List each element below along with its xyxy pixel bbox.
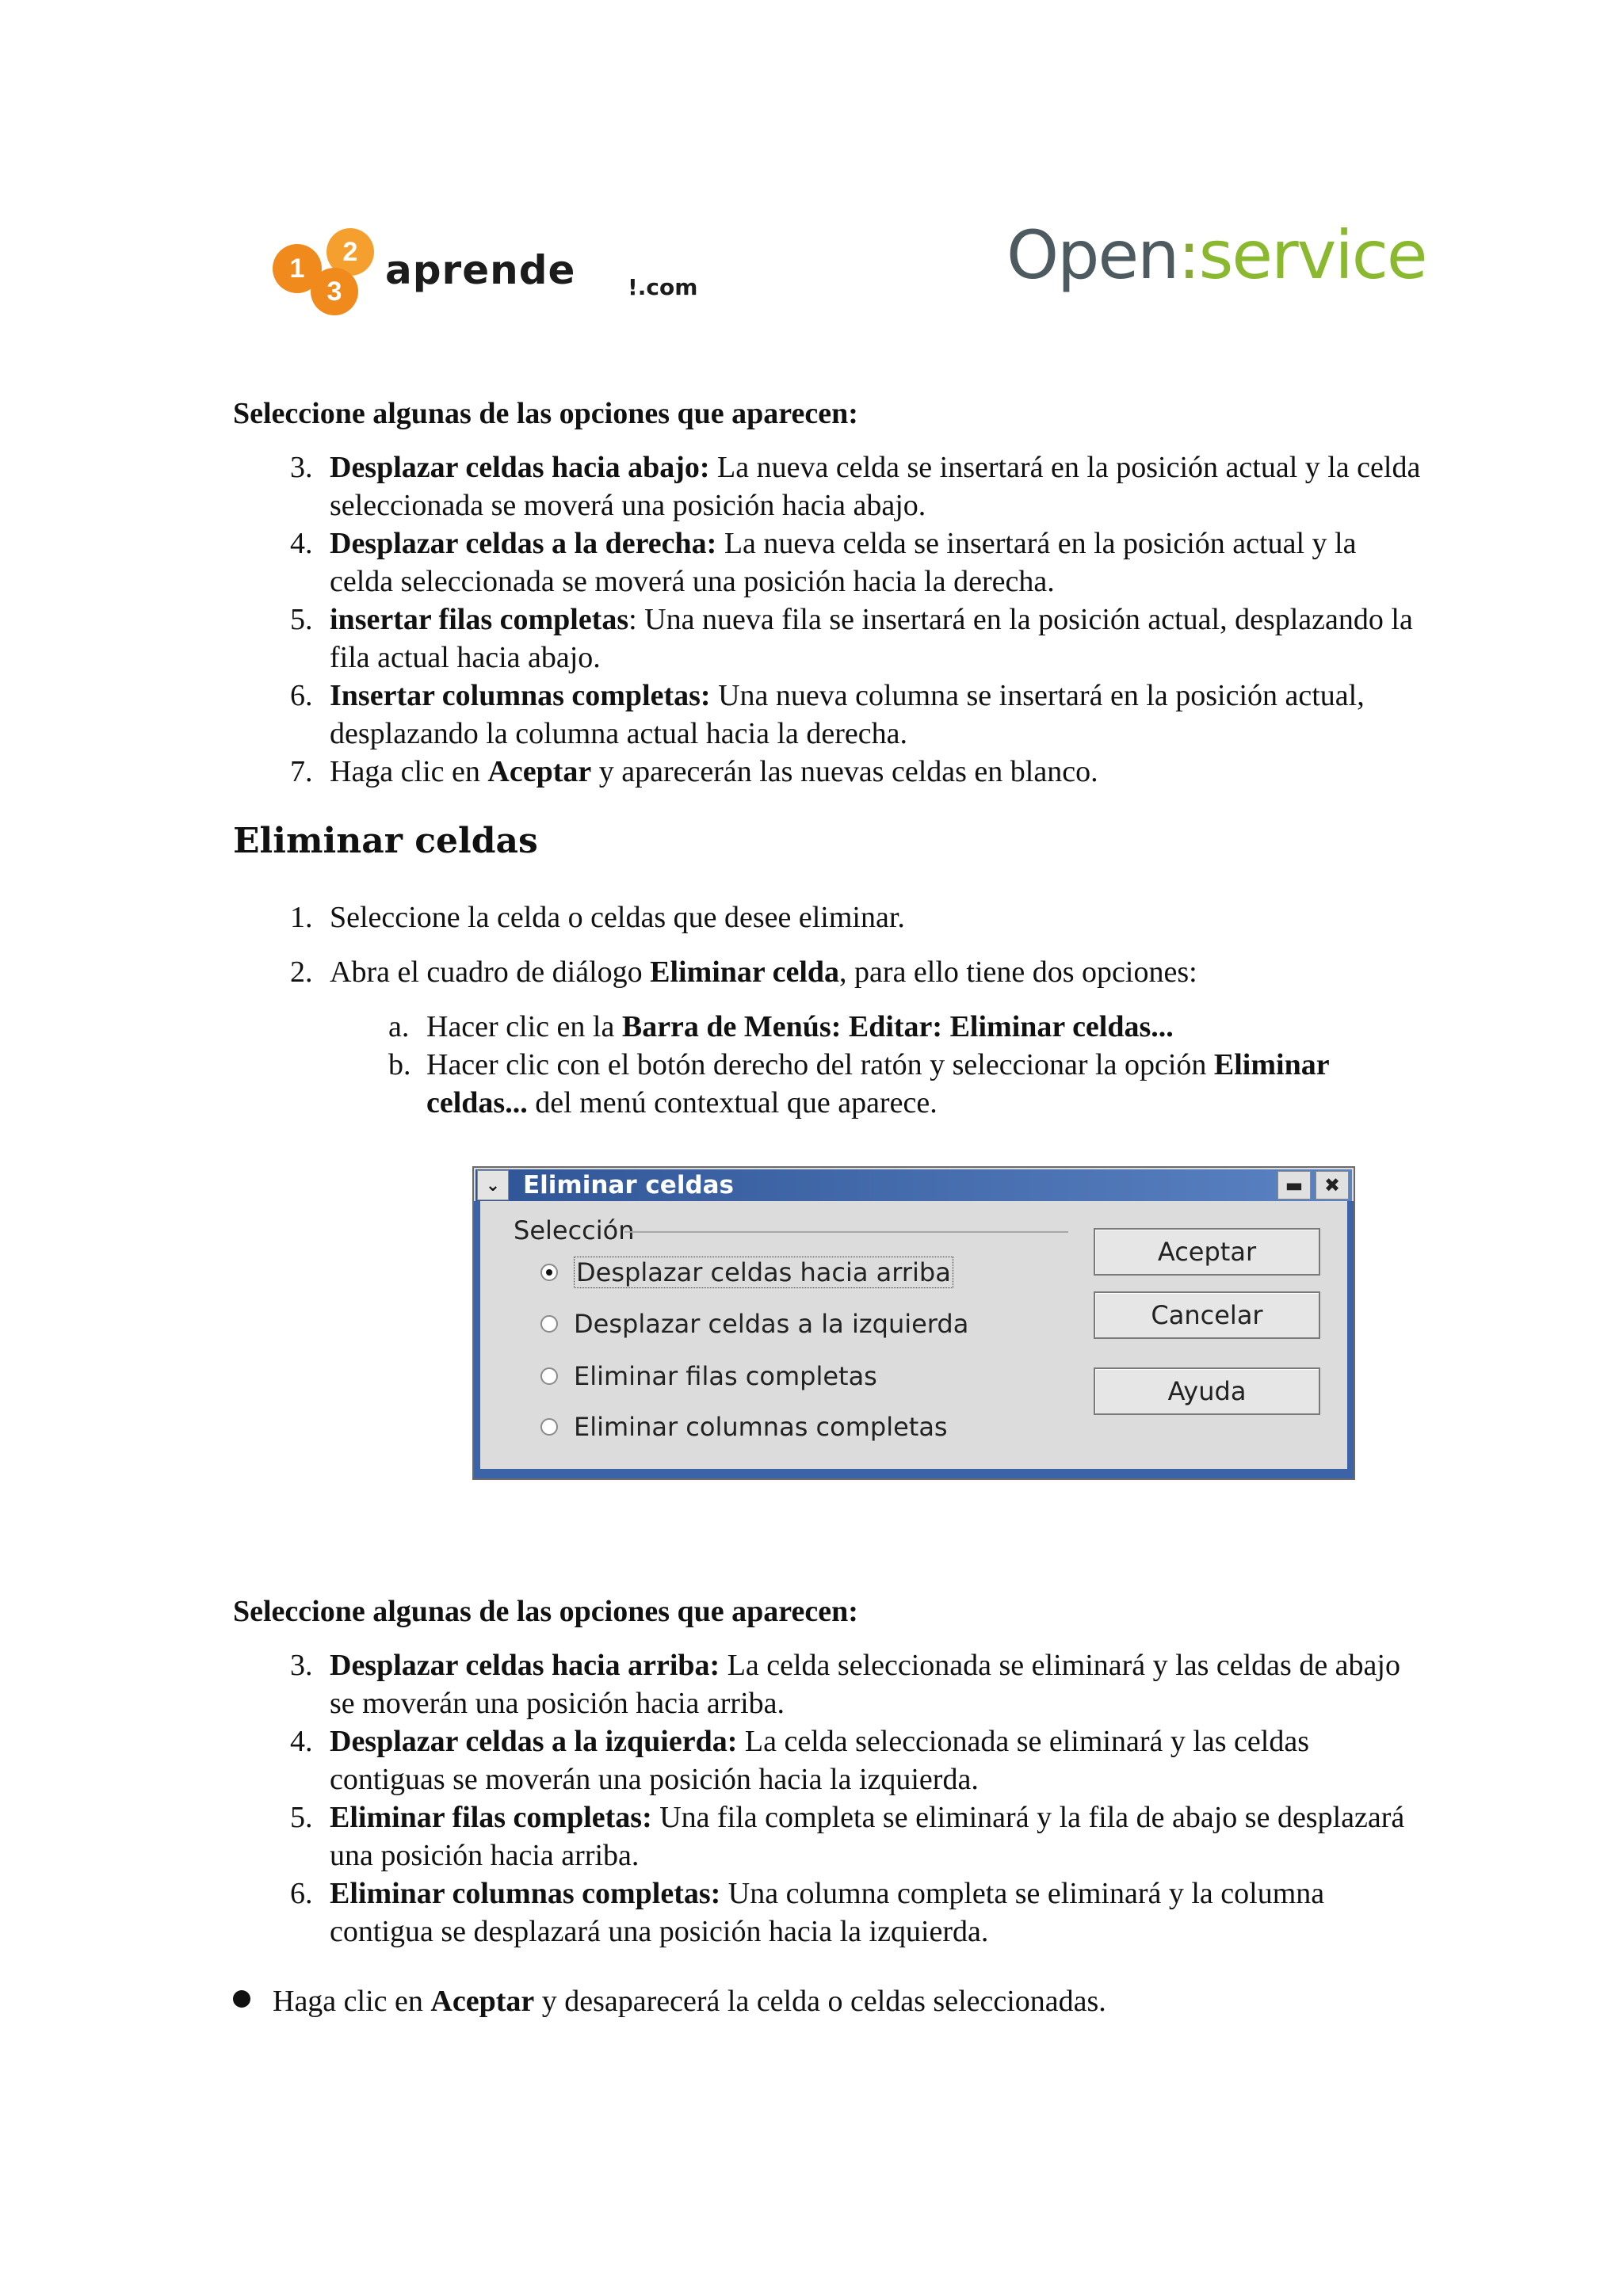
item-description: La celda seleccionada se eliminará y las celdas de abajo se moverán una posición hacia arriba.: [330, 1649, 1400, 1720]
item-number: 3.: [290, 451, 313, 484]
list-item: [233, 1722, 1422, 1798]
sub-list-item: [233, 1008, 1422, 1046]
list-item: [233, 448, 1422, 524]
item-term: Aceptar: [487, 755, 592, 788]
item-description: Una columna completa se eliminará y la columna contigua se desplazará una posición hacia la izquierda.: [330, 1877, 1325, 1948]
list-item: [233, 898, 1422, 936]
sub-list-item: [233, 1046, 1422, 1122]
list-item: [233, 677, 1422, 753]
item-description: La nueva celda se insertará en la posición actual y la celda seleccionada se moverá una posición hacia la derecha.: [330, 527, 1357, 598]
window-menu-button[interactable]: ⌄: [477, 1170, 509, 1200]
item-description: Una fila completa se eliminará y la fila de abajo se desplazará una posición hacia arriba.: [330, 1801, 1405, 1872]
dialog-titlebar: [475, 1169, 1352, 1201]
final-instruction: [233, 1982, 1106, 2020]
final-term: Aceptar: [430, 1985, 535, 2018]
radio-selected-icon[interactable]: [540, 1264, 558, 1281]
item-number: b.: [388, 1048, 411, 1081]
item-description: Seleccione la celda o celdas que desee eliminar.: [330, 901, 905, 934]
item-number: 6.: [290, 679, 313, 712]
list-item: [233, 753, 1422, 791]
bullet-icon: [233, 1990, 250, 2008]
cancel-button[interactable]: Cancelar: [1094, 1291, 1320, 1339]
item-description: y aparecerán las nuevas celdas en blanco.: [591, 755, 1098, 788]
list-item: [233, 601, 1422, 677]
radio-icon[interactable]: [540, 1315, 558, 1333]
logo-digit-3: 3: [311, 268, 358, 315]
item-description: Una nueva columna se insertará en la posición actual, desplazando la columna actual hacia la derecha.: [330, 679, 1365, 750]
logo-suffix: !.com: [628, 274, 698, 300]
item-number: 4.: [290, 527, 313, 560]
item-term: Desplazar celdas hacia abajo:: [330, 451, 710, 484]
item-description: La nueva celda se insertará en la posición actual y la celda seleccionada se moverá una posición hacia abajo.: [330, 451, 1421, 522]
window-controls: [1277, 1171, 1349, 1199]
item-prefix: Haga clic en: [330, 755, 488, 788]
item-term: Desplazar celdas a la izquierda:: [330, 1725, 738, 1758]
item-number: 5.: [290, 603, 313, 636]
item-description: : Una nueva fila se insertará en la posición actual, desplazando la fila actual hacia abajo.: [330, 603, 1413, 674]
item-term: Barra de Menús: Editar: Eliminar celdas...: [621, 1010, 1174, 1043]
logo-openservice: [1006, 216, 1426, 294]
logo-colon: :: [1178, 216, 1199, 294]
help-button[interactable]: Ayuda: [1094, 1367, 1320, 1415]
dialog-title: Eliminar celdas: [523, 1171, 735, 1199]
item-number: 7.: [290, 755, 313, 788]
item-prefix: Abra el cuadro de diálogo: [330, 955, 651, 989]
option-delete-columns[interactable]: [540, 1412, 948, 1442]
list-item: [233, 1875, 1422, 1951]
list-item: [233, 1646, 1422, 1722]
selection-group-label: Selección: [514, 1215, 635, 1245]
radio-icon[interactable]: [540, 1418, 558, 1436]
logo-service: service: [1198, 216, 1426, 294]
radio-icon[interactable]: [540, 1367, 558, 1385]
item-term: Eliminar celda: [650, 955, 840, 989]
item-number: 3.: [290, 1649, 313, 1682]
option-shift-up[interactable]: [540, 1257, 953, 1288]
item-description: La celda seleccionada se eliminará y las celdas contiguas se moverán una posición hacia la izquierda.: [330, 1725, 1310, 1796]
section3-intro: Seleccione algunas de las opciones que aparecen:: [233, 1595, 858, 1628]
item-term: insertar filas completas: [330, 603, 629, 636]
item-number: 5.: [290, 1801, 313, 1834]
item-term: Insertar columnas completas:: [330, 679, 711, 712]
logo-word: aprende: [385, 247, 576, 293]
item-term: Eliminar celdas...: [426, 1048, 1329, 1119]
delete-options-list: [233, 1646, 1422, 1951]
close-button[interactable]: ✖: [1316, 1171, 1349, 1199]
item-description: del menú contextual que aparece.: [527, 1086, 938, 1119]
final-prefix: Haga clic en: [273, 1985, 431, 2018]
insert-options-list: [233, 448, 1422, 791]
item-description: , para ello tiene dos opciones:: [839, 955, 1197, 989]
option-delete-rows[interactable]: [540, 1361, 877, 1391]
minimize-button[interactable]: ▬: [1277, 1171, 1311, 1199]
item-term: Desplazar celdas hacia arriba:: [330, 1649, 720, 1682]
eliminar-celdas-dialog: [472, 1166, 1355, 1480]
item-number: 6.: [290, 1877, 313, 1910]
list-item: [233, 1798, 1422, 1875]
item-term: Desplazar celdas a la derecha:: [330, 527, 717, 560]
item-term: Eliminar filas completas:: [330, 1801, 652, 1834]
logo-digit-1: 1: [273, 244, 322, 293]
option-label: Desplazar celdas a la izquierda: [574, 1309, 969, 1339]
option-label: Eliminar filas completas: [574, 1361, 877, 1391]
option-label: Desplazar celdas hacia arriba: [574, 1257, 953, 1288]
logo-circles: [273, 228, 391, 315]
logo-open: Open: [1006, 216, 1178, 294]
option-label: Eliminar columnas completas: [574, 1412, 948, 1442]
list-item: [233, 524, 1422, 601]
item-number: 1.: [290, 901, 313, 934]
ok-button[interactable]: Aceptar: [1094, 1228, 1320, 1276]
logo-digit-2: 2: [327, 228, 374, 276]
list-item: [233, 953, 1422, 991]
final-text: y desaparecerá la celda o celdas seleccionadas.: [534, 1985, 1106, 2018]
item-term: Eliminar columnas completas:: [330, 1877, 721, 1910]
section1-intro: Seleccione algunas de las opciones que aparecen:: [233, 397, 858, 430]
logo-123aprende: [273, 228, 698, 315]
item-number: 2.: [290, 955, 313, 989]
option-shift-left[interactable]: [540, 1309, 968, 1339]
item-number: 4.: [290, 1725, 313, 1758]
item-prefix: Hacer clic con el botón derecho del ratón y seleccionar la opción: [426, 1048, 1214, 1081]
item-prefix: Hacer clic en la: [426, 1010, 622, 1043]
section-heading: Eliminar celdas: [233, 821, 538, 861]
item-number: a.: [388, 1010, 410, 1043]
delete-steps-list: [233, 898, 1422, 1122]
